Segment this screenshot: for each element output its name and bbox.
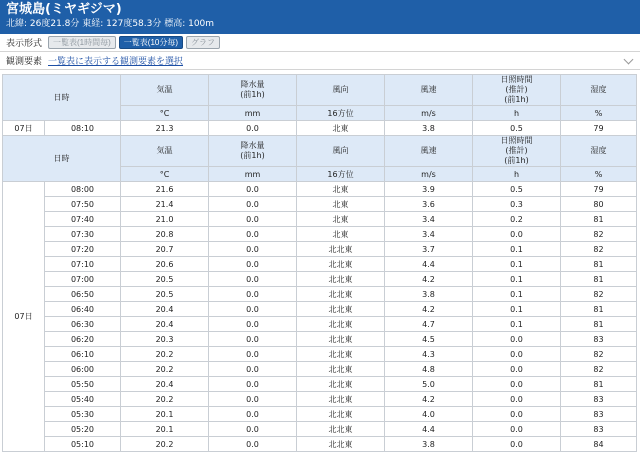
value-cell: 82 bbox=[561, 242, 637, 257]
column-header: 気温 bbox=[121, 75, 209, 106]
value-cell: 4.4 bbox=[385, 422, 473, 437]
value-cell: 0.0 bbox=[209, 287, 297, 302]
value-cell: 20.3 bbox=[121, 332, 209, 347]
value-cell: 20.4 bbox=[121, 317, 209, 332]
value-cell: 0.0 bbox=[209, 257, 297, 272]
time-cell: 07:00 bbox=[45, 272, 121, 287]
value-cell: 北北東 bbox=[297, 317, 385, 332]
value-cell: 5.0 bbox=[385, 377, 473, 392]
table-row bbox=[3, 377, 637, 392]
value-cell: 北東 bbox=[297, 121, 385, 136]
value-cell: 北北東 bbox=[297, 407, 385, 422]
value-cell: 0.5 bbox=[473, 121, 561, 136]
value-cell: 4.2 bbox=[385, 302, 473, 317]
value-cell: 0.5 bbox=[473, 182, 561, 197]
table-row bbox=[3, 182, 637, 197]
value-cell: 北北東 bbox=[297, 422, 385, 437]
column-header: 降水量 (前1h) bbox=[209, 136, 297, 167]
value-cell: 0.0 bbox=[473, 347, 561, 362]
value-cell: 0.0 bbox=[209, 392, 297, 407]
value-cell: 83 bbox=[561, 392, 637, 407]
value-cell: 北北東 bbox=[297, 272, 385, 287]
unit-header: h bbox=[473, 167, 561, 182]
value-cell: 0.0 bbox=[209, 332, 297, 347]
table-row bbox=[3, 272, 637, 287]
value-cell: 20.2 bbox=[121, 362, 209, 377]
unit-header: % bbox=[561, 167, 637, 182]
value-cell: 北北東 bbox=[297, 347, 385, 362]
time-cell: 05:40 bbox=[45, 392, 121, 407]
observation-element-row bbox=[0, 52, 640, 70]
time-cell: 07:20 bbox=[45, 242, 121, 257]
time-cell: 06:00 bbox=[45, 362, 121, 377]
table-row bbox=[3, 332, 637, 347]
value-cell: 0.0 bbox=[209, 272, 297, 287]
value-cell: 82 bbox=[561, 347, 637, 362]
time-cell: 06:50 bbox=[45, 287, 121, 302]
column-header: 風向 bbox=[297, 136, 385, 167]
value-cell: 20.5 bbox=[121, 272, 209, 287]
value-cell: 0.0 bbox=[209, 302, 297, 317]
observation-table bbox=[2, 74, 637, 452]
value-cell: 84 bbox=[561, 437, 637, 452]
unit-header: °C bbox=[121, 167, 209, 182]
time-cell: 05:10 bbox=[45, 437, 121, 452]
value-cell: 3.8 bbox=[385, 437, 473, 452]
value-cell: 北北東 bbox=[297, 362, 385, 377]
time-cell: 08:10 bbox=[45, 121, 121, 136]
value-cell: 20.2 bbox=[121, 437, 209, 452]
column-header: 風速 bbox=[385, 136, 473, 167]
unit-header: m/s bbox=[385, 106, 473, 121]
value-cell: 20.1 bbox=[121, 407, 209, 422]
value-cell: 北北東 bbox=[297, 242, 385, 257]
value-cell: 北東 bbox=[297, 212, 385, 227]
value-cell: 83 bbox=[561, 422, 637, 437]
table-row bbox=[3, 287, 637, 302]
value-cell: 0.1 bbox=[473, 302, 561, 317]
value-cell: 79 bbox=[561, 182, 637, 197]
value-cell: 20.6 bbox=[121, 257, 209, 272]
observation-element-label: 観測要素 bbox=[6, 57, 43, 67]
display-format-label: 表示形式 bbox=[6, 39, 43, 49]
value-cell: 3.4 bbox=[385, 227, 473, 242]
value-cell: 81 bbox=[561, 377, 637, 392]
column-header: 風向 bbox=[297, 75, 385, 106]
value-cell: 21.3 bbox=[121, 121, 209, 136]
datetime-header: 日時 bbox=[3, 136, 121, 182]
header-row bbox=[3, 75, 637, 106]
column-header: 日照時間 (推計) (前1h) bbox=[473, 75, 561, 106]
value-cell: 0.1 bbox=[473, 272, 561, 287]
time-cell: 06:30 bbox=[45, 317, 121, 332]
value-cell: 4.2 bbox=[385, 272, 473, 287]
column-header: 風速 bbox=[385, 75, 473, 106]
time-cell: 07:40 bbox=[45, 212, 121, 227]
value-cell: 20.4 bbox=[121, 302, 209, 317]
unit-header: h bbox=[473, 106, 561, 121]
value-cell: 20.2 bbox=[121, 347, 209, 362]
value-cell: 0.0 bbox=[209, 182, 297, 197]
value-cell: 0.3 bbox=[473, 197, 561, 212]
value-cell: 0.1 bbox=[473, 242, 561, 257]
value-cell: 北北東 bbox=[297, 302, 385, 317]
value-cell: 0.1 bbox=[473, 257, 561, 272]
table-row bbox=[3, 227, 637, 242]
value-cell: 0.0 bbox=[473, 377, 561, 392]
value-cell: 北北東 bbox=[297, 332, 385, 347]
value-cell: 0.2 bbox=[473, 212, 561, 227]
time-cell: 05:50 bbox=[45, 377, 121, 392]
value-cell: 0.1 bbox=[473, 287, 561, 302]
time-cell: 07:10 bbox=[45, 257, 121, 272]
table-row bbox=[3, 422, 637, 437]
time-cell: 08:00 bbox=[45, 182, 121, 197]
header-row bbox=[3, 136, 637, 167]
hourly-table-button[interactable]: 一覧表(1時間毎) bbox=[48, 36, 116, 49]
value-cell: 0.0 bbox=[209, 407, 297, 422]
value-cell: 3.6 bbox=[385, 197, 473, 212]
value-cell: 0.1 bbox=[473, 317, 561, 332]
table-row bbox=[3, 362, 637, 377]
value-cell: 20.8 bbox=[121, 227, 209, 242]
unit-header: 16方位 bbox=[297, 106, 385, 121]
value-cell: 0.0 bbox=[209, 362, 297, 377]
value-cell: 20.4 bbox=[121, 377, 209, 392]
value-cell: 0.0 bbox=[209, 437, 297, 452]
station-coordinates: 北緯: 26度21.8分 東経: 127度58.3分 標高: 100m bbox=[6, 19, 215, 29]
column-header: 湿度 bbox=[561, 136, 637, 167]
time-cell: 07:50 bbox=[45, 197, 121, 212]
time-cell: 06:20 bbox=[45, 332, 121, 347]
value-cell: 3.8 bbox=[385, 121, 473, 136]
value-cell: 4.3 bbox=[385, 347, 473, 362]
value-cell: 0.0 bbox=[209, 377, 297, 392]
value-cell: 0.0 bbox=[473, 407, 561, 422]
time-cell: 05:30 bbox=[45, 407, 121, 422]
value-cell: 82 bbox=[561, 287, 637, 302]
datetime-header: 日時 bbox=[3, 75, 121, 121]
value-cell: 79 bbox=[561, 121, 637, 136]
table-row bbox=[3, 317, 637, 332]
value-cell: 82 bbox=[561, 227, 637, 242]
value-cell: 0.0 bbox=[473, 422, 561, 437]
value-cell: 4.7 bbox=[385, 317, 473, 332]
value-cell: 3.7 bbox=[385, 242, 473, 257]
value-cell: 0.0 bbox=[209, 212, 297, 227]
value-cell: 0.0 bbox=[473, 437, 561, 452]
value-cell: 0.0 bbox=[209, 347, 297, 362]
value-cell: 北北東 bbox=[297, 392, 385, 407]
display-format-row bbox=[0, 34, 640, 52]
value-cell: 北東 bbox=[297, 182, 385, 197]
unit-header: mm bbox=[209, 106, 297, 121]
value-cell: 3.9 bbox=[385, 182, 473, 197]
value-cell: 0.0 bbox=[473, 362, 561, 377]
time-cell: 06:10 bbox=[45, 347, 121, 362]
table-row bbox=[3, 392, 637, 407]
value-cell: 3.4 bbox=[385, 212, 473, 227]
value-cell: 4.8 bbox=[385, 362, 473, 377]
value-cell: 81 bbox=[561, 272, 637, 287]
table-row bbox=[3, 212, 637, 227]
column-header: 日照時間 (推計) (前1h) bbox=[473, 136, 561, 167]
value-cell: 83 bbox=[561, 332, 637, 347]
time-cell: 05:20 bbox=[45, 422, 121, 437]
value-cell: 0.0 bbox=[209, 242, 297, 257]
value-cell: 北北東 bbox=[297, 287, 385, 302]
value-cell: 0.0 bbox=[209, 317, 297, 332]
value-cell: 北北東 bbox=[297, 437, 385, 452]
value-cell: 21.6 bbox=[121, 182, 209, 197]
value-cell: 20.5 bbox=[121, 287, 209, 302]
date-cell: 07日 bbox=[3, 121, 45, 136]
value-cell: 北北東 bbox=[297, 377, 385, 392]
value-cell: 北東 bbox=[297, 197, 385, 212]
value-cell: 81 bbox=[561, 212, 637, 227]
value-cell: 4.0 bbox=[385, 407, 473, 422]
table-row bbox=[3, 407, 637, 422]
graph-button[interactable]: グラフ bbox=[186, 36, 220, 49]
value-cell: 80 bbox=[561, 197, 637, 212]
value-cell: 81 bbox=[561, 257, 637, 272]
unit-header: 16方位 bbox=[297, 167, 385, 182]
unit-header: mm bbox=[209, 167, 297, 182]
ten-minute-table-button[interactable]: 一覧表(10分毎) bbox=[119, 36, 183, 49]
table-row bbox=[3, 347, 637, 362]
value-cell: 20.2 bbox=[121, 392, 209, 407]
date-cell: 07日 bbox=[3, 182, 45, 452]
time-cell: 06:40 bbox=[45, 302, 121, 317]
value-cell: 20.7 bbox=[121, 242, 209, 257]
unit-header: % bbox=[561, 106, 637, 121]
time-cell: 07:30 bbox=[45, 227, 121, 242]
value-cell: 3.8 bbox=[385, 287, 473, 302]
value-cell: 20.1 bbox=[121, 422, 209, 437]
value-cell: 北北東 bbox=[297, 257, 385, 272]
value-cell: 4.2 bbox=[385, 392, 473, 407]
table-row bbox=[3, 242, 637, 257]
table-row bbox=[3, 121, 637, 136]
value-cell: 81 bbox=[561, 317, 637, 332]
value-cell: 4.5 bbox=[385, 332, 473, 347]
unit-header: m/s bbox=[385, 167, 473, 182]
value-cell: 21.0 bbox=[121, 212, 209, 227]
value-cell: 4.4 bbox=[385, 257, 473, 272]
select-elements-link[interactable]: 一覧表に表示する観測要素を選択 bbox=[48, 57, 184, 67]
value-cell: 83 bbox=[561, 407, 637, 422]
column-header: 湿度 bbox=[561, 75, 637, 106]
station-header bbox=[0, 0, 640, 34]
value-cell: 0.0 bbox=[209, 422, 297, 437]
value-cell: 0.0 bbox=[473, 227, 561, 242]
unit-header: °C bbox=[121, 106, 209, 121]
value-cell: 0.0 bbox=[209, 227, 297, 242]
value-cell: 81 bbox=[561, 302, 637, 317]
column-header: 気温 bbox=[121, 136, 209, 167]
column-header: 降水量 (前1h) bbox=[209, 75, 297, 106]
value-cell: 21.4 bbox=[121, 197, 209, 212]
value-cell: 0.0 bbox=[473, 332, 561, 347]
value-cell: 82 bbox=[561, 362, 637, 377]
value-cell: 0.0 bbox=[209, 197, 297, 212]
table-row bbox=[3, 197, 637, 212]
value-cell: 0.0 bbox=[209, 121, 297, 136]
station-name: 宮城島(ミヤギジマ) bbox=[6, 2, 122, 17]
table-row bbox=[3, 437, 637, 452]
table-row bbox=[3, 302, 637, 317]
value-cell: 北東 bbox=[297, 227, 385, 242]
table-row bbox=[3, 257, 637, 272]
value-cell: 0.0 bbox=[473, 392, 561, 407]
